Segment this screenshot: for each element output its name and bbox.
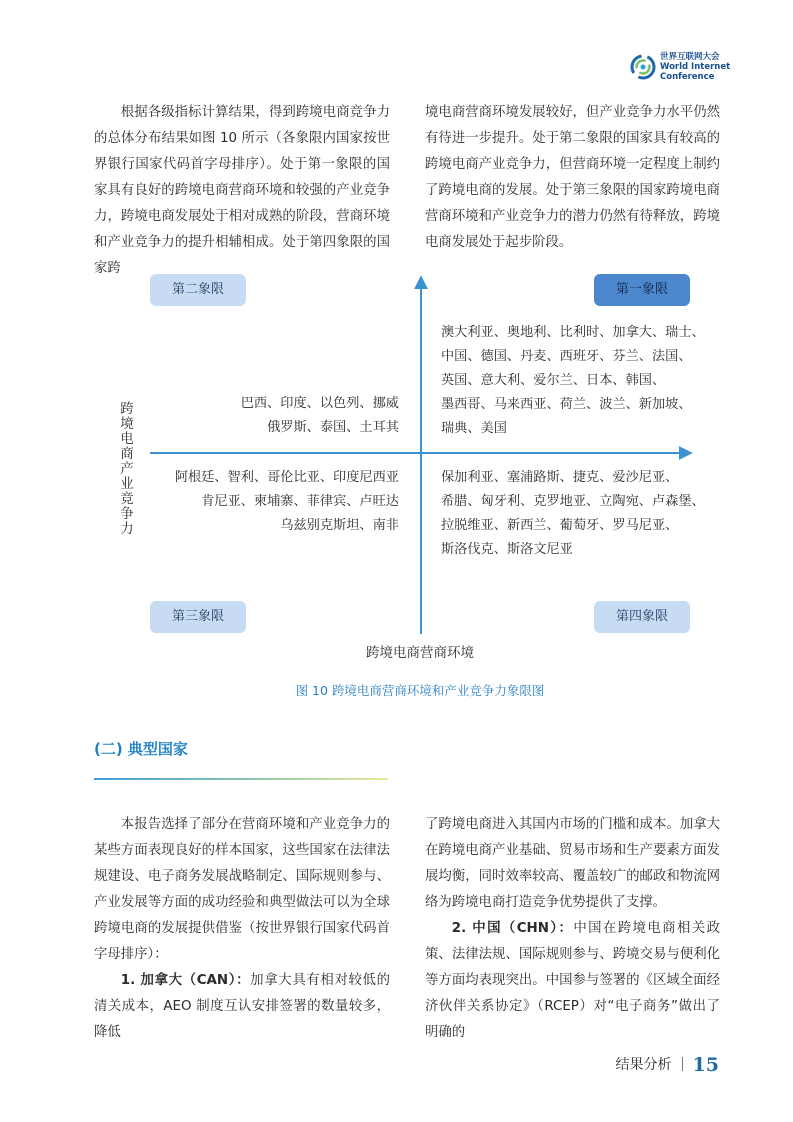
quadrant-1-badge: 第一象限	[594, 274, 690, 306]
q1-line: 中国、德国、丹麦、西班牙、芬兰、法国、	[441, 349, 692, 364]
section-underline	[94, 778, 388, 780]
quadrant-4-countries	[441, 466, 705, 562]
page-number: 15	[692, 1054, 719, 1076]
body-paragraph-canada-cont: 了跨境电商进入其国内市场的门槛和成本。加拿大在跨境电商产业基础、贸易市场和生产要素方面发展均衡，同时效率较高、覆盖较广的邮政和物流网络为跨境电商打造竞争优势提供了支撑。	[425, 817, 720, 910]
china-body: 中国在跨境电商相关政策、法律法规、国际规则参与、跨境交易与便利化等方面均表现突出。中国参与签署的《区域全面经济伙伴关系协定》（RCEP）对“电子商务”做出了明确的	[425, 921, 721, 1040]
canada-body: 加拿大具有相对较低的清关成本，AEO 制度互认安排签署的数量较多，降低	[94, 973, 391, 1040]
intro-paragraph-right: 境电商营商环境发展较好，但产业竞争力水平仍然有待进一步提升。处于第二象限的国家具有较高的跨境电商产业竞争力，但营商环境一定程度上制约了跨境电商的发展。处于第三象限的国家跨境电商营商环境和产业竞争力的潜力仍然有待释放，跨境电商发展处于起步阶段。	[425, 105, 720, 250]
body-text-left	[94, 812, 390, 1046]
footer-separator	[682, 1057, 683, 1071]
canada-heading: 1. 加拿大（CAN）：	[120, 973, 251, 988]
quadrant-1-countries	[441, 321, 705, 441]
logo-line-en2: Conference	[660, 72, 715, 82]
q4-line: 斯洛伐克、斯洛文尼亚	[441, 542, 573, 557]
logo-line-en1: World Internet	[660, 62, 731, 72]
q4-line: 希腊、匈牙利、克罗地亚、立陶宛、卢森堡、	[441, 494, 705, 509]
q1-line: 英国、意大利、爱尔兰、日本、韩国、	[441, 373, 666, 388]
section-heading: (二) 典型国家	[94, 740, 188, 758]
q1-line: 澳大利亚、奥地利、比利时、加拿大、瑞士、	[441, 325, 705, 340]
q2-line: 俄罗斯、泰国、土耳其	[267, 420, 399, 435]
q4-line: 拉脱维亚、新西兰、葡萄牙、罗马尼亚、	[441, 518, 679, 533]
q2-line: 巴西、印度、以色列、挪威	[240, 396, 399, 411]
quadrant-2-badge: 第二象限	[150, 274, 246, 306]
body-paragraph-intro: 本报告选择了部分在营商环境和产业竞争力的某些方面表现良好的样本国家，这些国家在法律法规建设、电子商务发展战略制定、国际规则参与、产业发展等方面的成功经验和典型做法可以为全球跨境电商的发展提供借鉴（按世界银行国家代码首字母排序）：	[94, 817, 390, 962]
china-heading: 2. 中国（CHN）：	[451, 921, 574, 936]
q3-line: 乌兹别克斯坦、南非	[280, 518, 399, 533]
footer-chapter-title: 结果分析	[615, 1057, 672, 1073]
figure-caption: 图 10 跨境电商营商环境和产业竞争力象限图	[295, 683, 545, 698]
logo-line-cn: 世界互联网大会	[660, 52, 720, 62]
quadrant-3-badge: 第三象限	[150, 601, 246, 633]
q4-line: 保加利亚、塞浦路斯、捷克、爱沙尼亚、	[441, 470, 679, 485]
q1-line: 墨西哥、马来西亚、荷兰、波兰、新加坡、	[441, 397, 692, 412]
q1-line: 瑞典、美国	[441, 421, 507, 436]
body-paragraph-china	[425, 916, 720, 1046]
x-axis-label: 跨境电商营商环境	[366, 645, 474, 661]
q3-line: 阿根廷、智利、哥伦比亚、印度尼西亚	[174, 470, 399, 485]
body-text-right	[425, 812, 720, 1046]
y-axis-label: 跨境电商产业竞争力	[120, 401, 134, 537]
quadrant-3-countries	[150, 466, 399, 538]
intro-paragraph-left: 根据各级指标计算结果，得到跨境电商竞争力的总体分布结果如图 10 所示（各象限内国家按世界银行国家代码首字母排序）。处于第一象限的国家具有良好的跨境电商营商环境和较强的产业竞争力，跨境电商发展处于相对成熟的阶段，营商环境和产业竞争力的提升相辅相成。处于第四象限的国家跨	[94, 105, 390, 276]
body-paragraph-canada	[94, 968, 390, 1046]
quadrant-4-badge: 第四象限	[594, 601, 690, 633]
quadrant-2-countries	[170, 392, 399, 440]
q3-line: 肯尼亚、柬埔寨、菲律宾、卢旺达	[201, 494, 399, 509]
page-footer	[616, 1054, 719, 1076]
